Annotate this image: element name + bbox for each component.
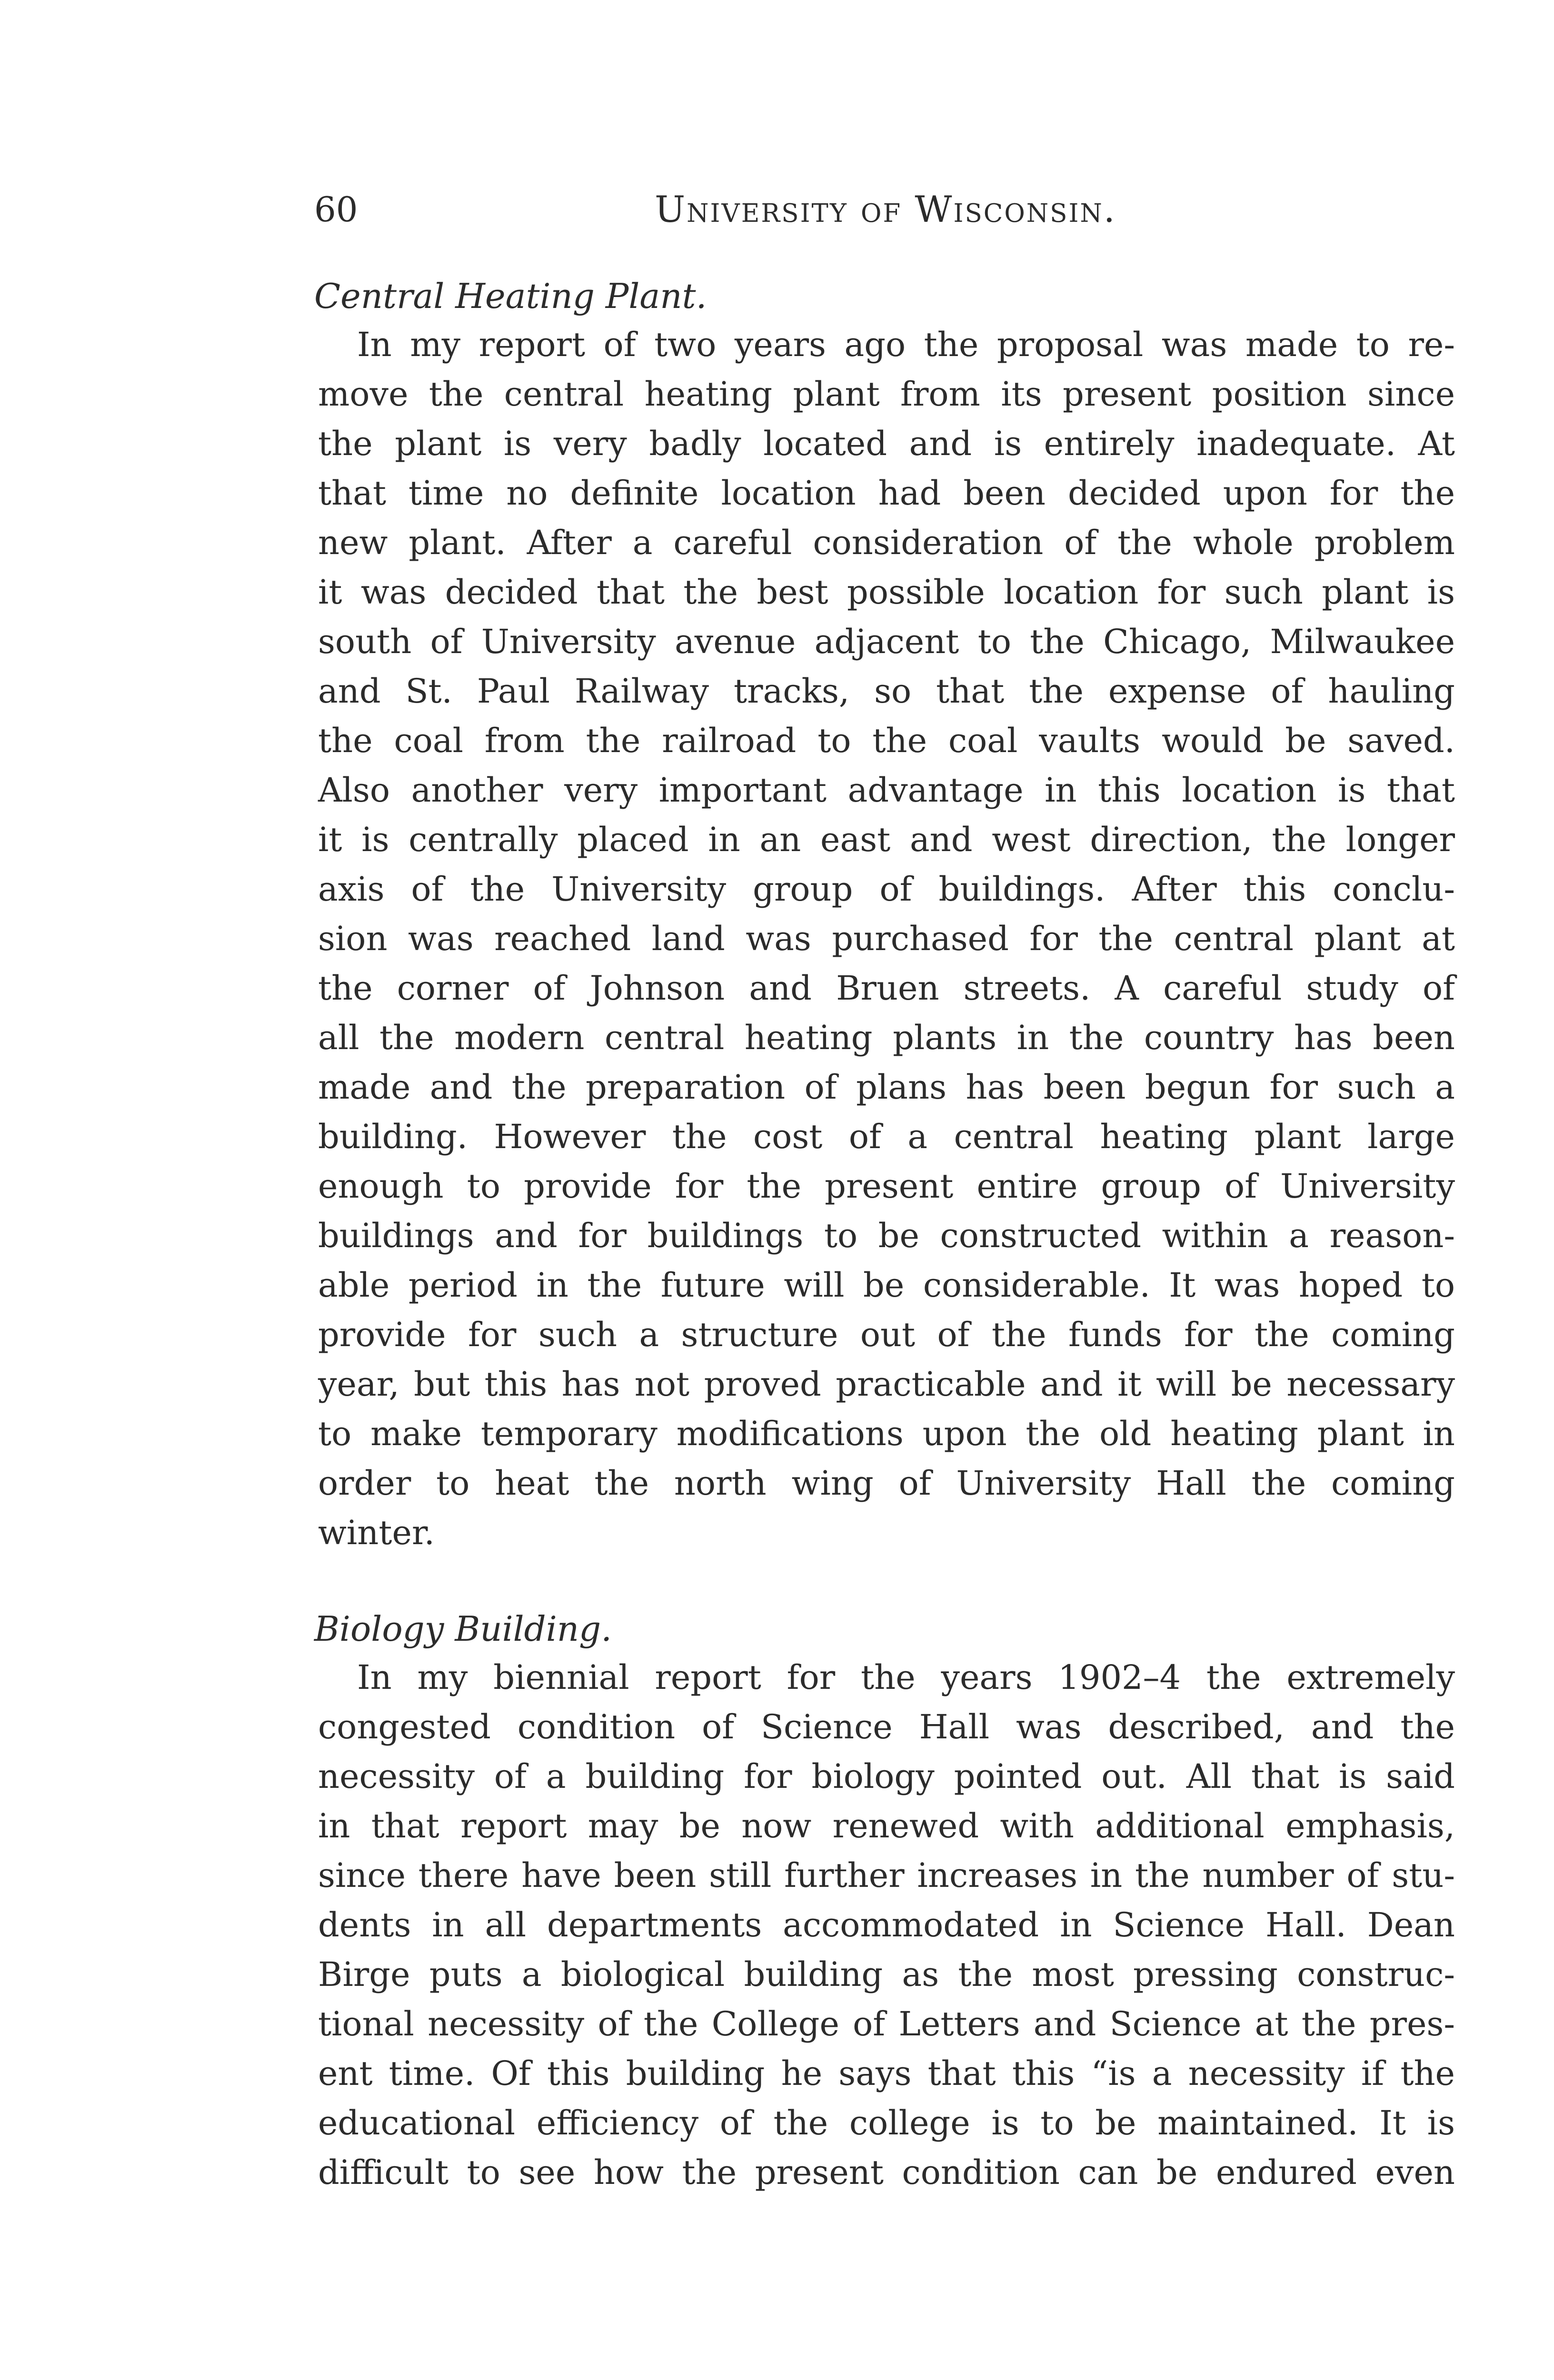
text-line: dents in all departments accommodated in Science Hall. Dean [318,1905,1455,1944]
text-line: it is centrally placed in an east and west direction, the longer [318,820,1455,859]
text-line: In my report of two years ago the proposal was made to re- [357,325,1455,364]
text-line: the plant is very badly located and is entirely inadequate. At [318,424,1455,463]
text-line: In my biennial report for the years 1902–4 the extremely [357,1658,1455,1697]
running-title: University of Wisconsin. [655,188,1116,230]
text-line: move the central heating plant from its present position since [318,375,1455,414]
text-line: ent time. Of this building he says that this “is a necessity if the [318,2054,1455,2093]
text-line: order to heat the north wing of University Hall the coming [318,1464,1455,1503]
text-line: building. However the cost of a central heating plant large [318,1117,1455,1156]
text-line: year, but this has not proved practicable and it will be necessary [318,1365,1455,1404]
text-line: made and the preparation of plans has been begun for such a [318,1068,1455,1107]
text-line: necessity of a building for biology pointed out. All that is said [318,1757,1455,1796]
text-line: congested condition of Science Hall was described, and the [318,1707,1455,1746]
section-heading-biology-building: Biology Building. [314,1609,612,1649]
text-line: it was decided that the best possible location for such plant is [318,573,1455,612]
text-line: difficult to see how the present condition can be endured even [318,2153,1455,2192]
text-line: to make temporary modifications upon the old heating plant in [318,1414,1455,1453]
section-body-central-heating-plant [318,320,1455,1557]
text-line: tional necessity of the College of Letters and Science at the pres- [318,2004,1455,2043]
text-line: in that report may be now renewed with additional emphasis, [318,1806,1455,1845]
text-line: south of University avenue adjacent to the Chicago, Milwaukee [318,622,1455,661]
text-line: Also another very important advantage in this location is that [318,771,1455,810]
section-heading-central-heating-plant: Central Heating Plant. [314,276,707,316]
text-line: provide for such a structure out of the funds for the coming [318,1315,1455,1354]
text-line: enough to provide for the present entire group of University [318,1167,1455,1206]
text-line: the corner of Johnson and Bruen streets. A careful study of [318,969,1455,1008]
text-line: winter. [318,1513,435,1552]
text-line: able period in the future will be considerable. It was hoped to [318,1266,1455,1305]
text-line: axis of the University group of buildings. After this conclu- [318,870,1455,909]
text-line: and St. Paul Railway tracks, so that the expense of hauling [318,672,1455,711]
text-line: all the modern central heating plants in the country has been [318,1018,1455,1057]
text-line: new plant. After a careful consideration of the whole problem [318,523,1455,562]
section-body-biology-building [318,1653,1455,2197]
text-line: that time no definite location had been decided upon for the [318,474,1455,513]
text-line: buildings and for buildings to be constructed within a reason- [318,1216,1455,1255]
text-line: educational efficiency of the college is to be maintained. It is [318,2103,1455,2142]
page-number: 60 [314,189,358,229]
text-line: Birge puts a biological building as the most pressing construc- [318,1955,1455,1994]
text-line: sion was reached land was purchased for the central plant at [318,919,1455,958]
text-line: the coal from the railroad to the coal vaults would be saved. [318,721,1455,760]
page-header [314,186,1457,238]
text-line: since there have been still further increases in the number of stu- [318,1856,1455,1895]
